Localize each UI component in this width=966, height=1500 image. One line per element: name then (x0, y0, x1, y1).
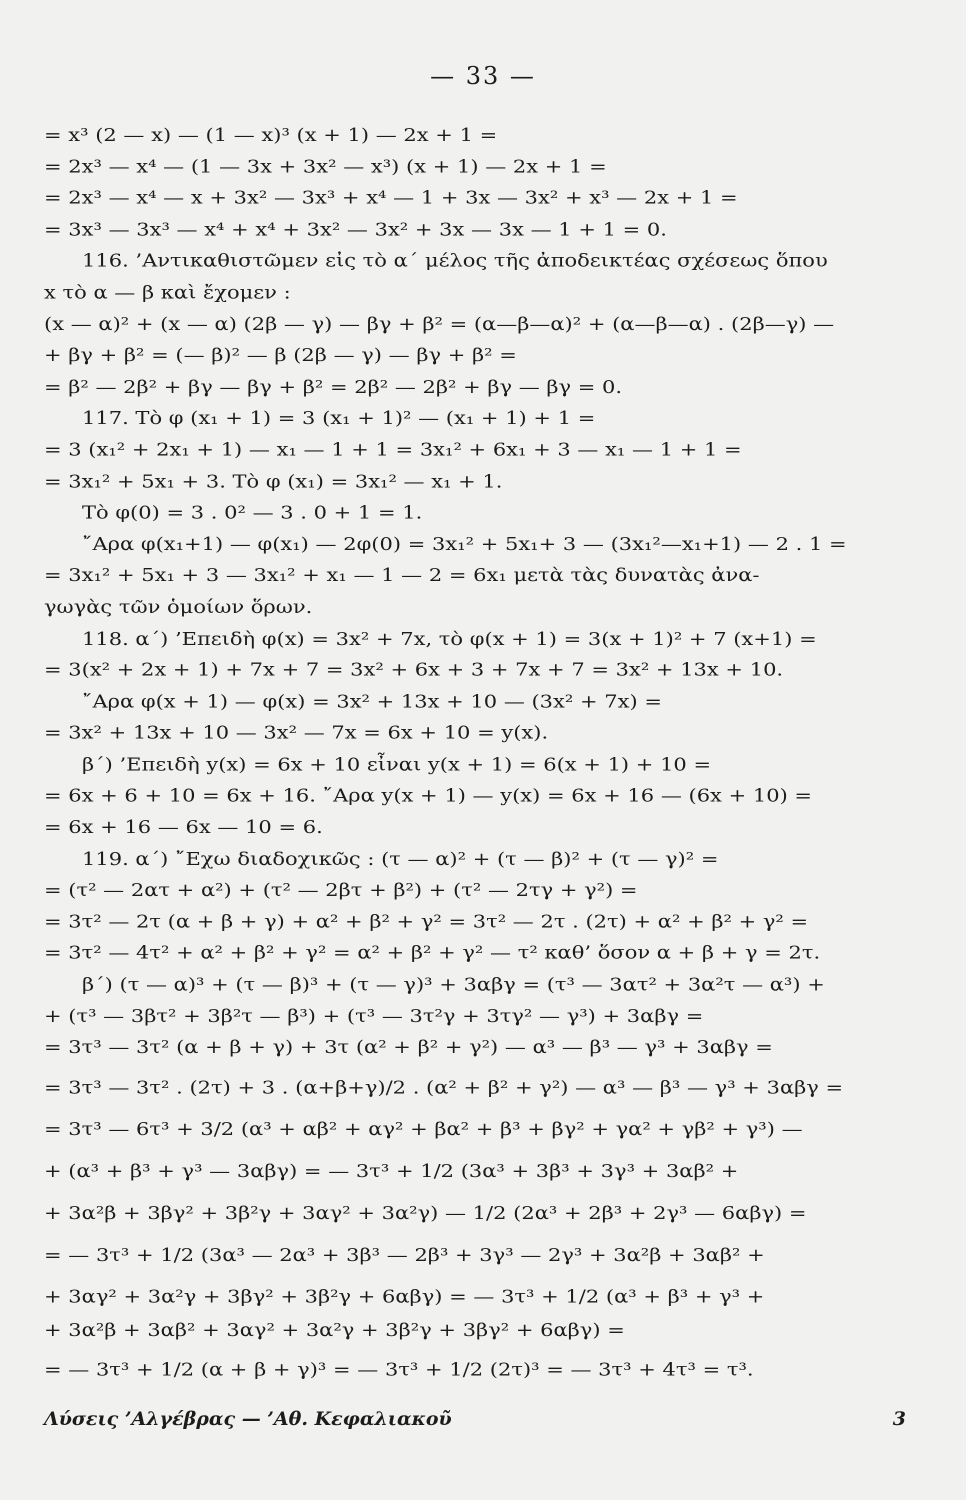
text-line: = 3(x² + 2x + 1) + 7x + 7 = 3x² + 6x + 3 + 7x + 7 = 3x² + 13x + 10. (44, 659, 784, 681)
text-line: = 3x₁² + 5x₁ + 3. Τὸ φ (x₁) = 3x₁² — x₁ + 1. (44, 471, 503, 492)
text-line: + βγ + β² = (— β)² — β (2β — γ) — βγ + β² = (44, 345, 517, 366)
text-line: = 3 (x₁² + 2x₁ + 1) — x₁ — 1 + 1 = 3x₁² + 6x₁ + 3 — x₁ — 1 + 1 = (44, 439, 742, 460)
page-body (44, 120, 914, 1388)
text-line: = 3x₁² + 5x₁ + 3 — 3x₁² + x₁ — 1 — 2 = 6x₁ μετὰ τὰς δυνατὰς ἀνα- (44, 565, 760, 586)
exercise-118-heading: 118. α΄) ’Επειδὴ φ(x) = 3x² + 7x, τὸ φ(x + 1) = 3(x + 1)² + 7 (x+1) = (82, 628, 817, 649)
text-line: (x — α)² + (x — α) (2β — γ) — βγ + β² = (α—β—α)² + (α—β—α) . (2β—γ) — (44, 313, 835, 334)
text-line: = — 3τ³ + 1/2 (3α³ — 2α³ + 3β³ — 2β³ + 3γ³ — 2γ³ + 3α²β + 3αβ² + (44, 1244, 765, 1265)
exercise-116-heading: 116. ’Αντικαθιστῶμεν εἰς τὸ α΄ μέλος τῆς ἀποδεικτέας σχέσεως ὅπου (82, 250, 828, 271)
text-line: = (τ² — 2ατ + α²) + (τ² — 2βτ + β²) + (τ² — 2τγ + γ²) = (44, 880, 638, 901)
text-line: Τὸ φ(0) = 3 . 0² — 3 . 0 + 1 = 1. (82, 502, 423, 523)
text-line: = β² — 2β² + βγ — βγ + β² = 2β² — 2β² + βγ — βγ = 0. (44, 376, 623, 397)
text-line: = 3x³ — 3x³ — x⁴ + x⁴ + 3x² — 3x² + 3x — 3x — 1 + 1 = 0. (44, 219, 667, 240)
text-line: + (α³ + β³ + γ³ — 3αβγ) = — 3τ³ + 1/2 (3α³ + 3β³ + 3γ³ + 3αβ² + (44, 1161, 739, 1182)
text-line: = x³ (2 — x) — (1 — x)³ (x + 1) — 2x + 1 = (44, 125, 498, 146)
text-line: = 2x³ — x⁴ — (1 — 3x + 3x² — x³) (x + 1) — 2x + 1 = (44, 156, 607, 177)
text-line: γωγὰς τῶν ὁμοίων ὅρων. (44, 596, 313, 618)
text-line: = — 3τ³ + 1/2 (α + β + γ)³ = — 3τ³ + 1/2 (2τ)³ = — 3τ³ + 4τ³ = τ³. (44, 1359, 754, 1380)
exercise-119-heading: 119. α΄) ῎Εχω διαδοχικῶς : (τ — α)² + (τ — β)² + (τ — γ)² = (82, 848, 719, 869)
text-line: β΄) ’Επειδὴ y(x) = 6x + 10 εἶναι y(x + 1) = 6(x + 1) + 10 = (82, 754, 712, 775)
text-line: = 3τ² — 4τ² + α² + β² + γ² = α² + β² + γ² — τ² καθ’ ὅσον α + β + γ = 2τ. (44, 943, 821, 964)
footer-signature-mark: 3 (892, 1408, 906, 1430)
text-line: + 3αγ² + 3α²γ + 3βγ² + 3β²γ + 6αβγ) = — 3τ³ + 1/2 (α³ + β³ + γ³ + (44, 1286, 765, 1307)
text-line: + 3α²β + 3αβ² + 3αγ² + 3α²γ + 3β²γ + 3βγ² + 6αβγ) = (44, 1320, 625, 1341)
exercise-117-heading: 117. Τὸ φ (x₁ + 1) = 3 (x₁ + 1)² — (x₁ + 1) + 1 = (82, 408, 596, 429)
text-line: x τὸ α — β καὶ ἔχομεν : (44, 282, 291, 303)
text-line: = 6x + 16 — 6x — 10 = 6. (44, 817, 323, 838)
text-line: = 6x + 6 + 10 = 6x + 16. ῎Αρα y(x + 1) — y(x) = 6x + 16 — (6x + 10) = (44, 785, 813, 806)
text-line: ῎Αρα φ(x + 1) — φ(x) = 3x² + 13x + 10 — (3x² + 7x) = (82, 691, 662, 712)
text-line: = 3x² + 13x + 10 — 3x² — 7x = 6x + 10 = y(x). (44, 722, 549, 743)
page-number: — 33 — (430, 62, 536, 90)
text-line: = 2x³ — x⁴ — x + 3x² — 3x³ + x⁴ — 1 + 3x — 3x² + x³ — 2x + 1 = (44, 187, 738, 209)
footer-book-title: Λύσεις ’Αλγέβρας — ’Αθ. Κεφαλιακοῦ (44, 1408, 452, 1430)
text-line: = 3τ³ — 6τ³ + 3/2 (α³ + αβ² + αγ² + βα² + β³ + βγ² + γα² + γβ² + γ³) — (44, 1119, 803, 1140)
text-line: β΄) (τ — α)³ + (τ — β)³ + (τ — γ)³ + 3αβγ = (τ³ — 3ατ² + 3α²τ — α³) + (82, 974, 825, 995)
text-line: = 3τ² — 2τ (α + β + γ) + α² + β² + γ² = 3τ² — 2τ . (2τ) + α² + β² + γ² = (44, 911, 809, 932)
text-line: = 3τ³ — 3τ² . (2τ) + 3 . (α+β+γ)/2 . (α² + β² + γ²) — α³ — β³ — γ³ + 3αβγ = (44, 1077, 844, 1098)
text-line: = 3τ³ — 3τ² (α + β + γ) + 3τ (α² + β² + γ²) — α³ — β³ — γ³ + 3αβγ = (44, 1037, 773, 1058)
text-line: + 3α²β + 3βγ² + 3β²γ + 3αγ² + 3α²γ) — 1/2 (2α³ + 2β³ + 2γ³ — 6αβγ) = (44, 1202, 807, 1223)
text-line: + (τ³ — 3βτ² + 3β²τ — β³) + (τ³ — 3τ²γ + 3τγ² — γ³) + 3αβγ = (44, 1006, 704, 1027)
text-line: ῎Αρα φ(x₁+1) — φ(x₁) — 2φ(0) = 3x₁² + 5x₁+ 3 — (3x₁²—x₁+1) — 2 . 1 = (82, 534, 847, 555)
